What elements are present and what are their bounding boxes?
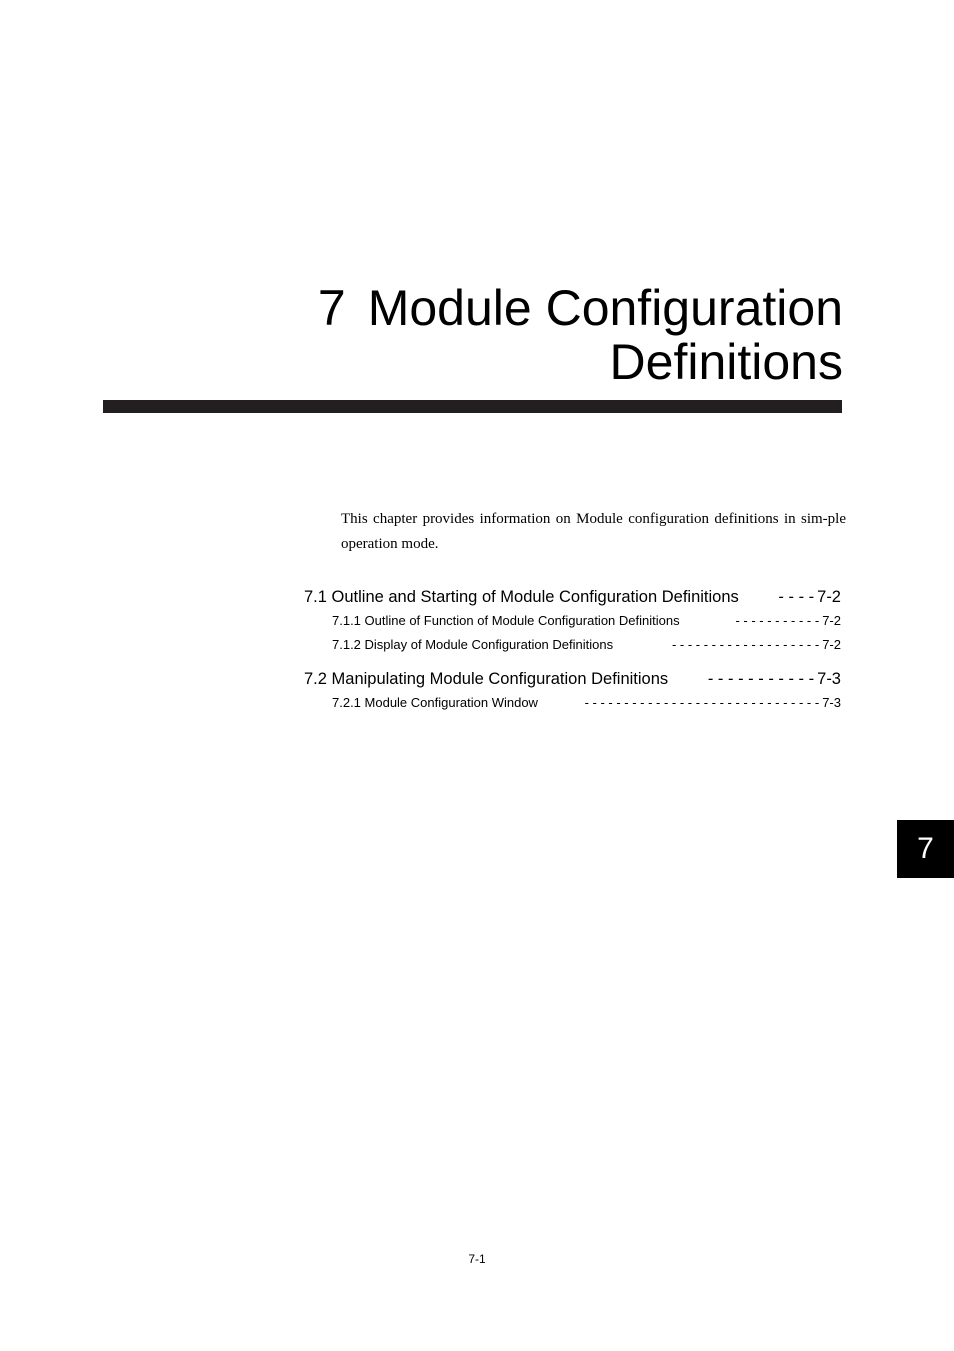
- toc-entry-label: 7.1.2 Display of Module Configuration Definitions: [332, 637, 614, 652]
- toc-entry-label: 7.1 Outline and Starting of Module Configuration Definitions: [304, 588, 739, 606]
- toc-leader: - - - -: [778, 588, 815, 606]
- chapter-title-text: Module Configuration: [367, 280, 843, 336]
- toc-entry-7-1-2[interactable]: [304, 633, 841, 657]
- chapter-title-line1: [143, 281, 843, 335]
- toc-leader: - - - - - - - - - - -: [707, 670, 815, 688]
- toc-page: 7-3: [822, 695, 841, 710]
- toc-entry-7-1-1[interactable]: [304, 609, 841, 633]
- toc-entry-label: 7.2 Manipulating Module Configuration Definitions: [304, 670, 669, 688]
- toc-page: 7-2: [822, 637, 841, 652]
- toc-entry-7-2[interactable]: [304, 667, 841, 691]
- table-of-contents: [304, 585, 841, 715]
- toc-page: 7-2: [817, 588, 841, 606]
- toc-leader: - - - - - - - - - - - - - - - - - - -: [671, 637, 820, 652]
- chapter-tab: 7: [897, 820, 954, 878]
- toc-leader: - - - - - - - - - - - - - - - - - - - - - - - - - - - - - -: [584, 695, 820, 710]
- toc-page: 7-3: [817, 670, 841, 688]
- title-rule: [103, 400, 842, 413]
- chapter-title: [143, 281, 843, 389]
- toc-entry-7-2-1[interactable]: [304, 691, 841, 715]
- chapter-title-line2: Definitions: [609, 334, 843, 390]
- page-number: 7-1: [468, 1252, 486, 1266]
- toc-entry-7-1[interactable]: [304, 585, 841, 609]
- chapter-intro: This chapter provides information on Module configuration definitions in sim-ple operation mode.: [341, 511, 846, 552]
- toc-leader: - - - - - - - - - - -: [735, 613, 820, 628]
- chapter-number: 7: [317, 280, 346, 336]
- toc-page: 7-2: [822, 613, 841, 628]
- toc-entry-label: 7.1.1 Outline of Function of Module Configuration Definitions: [332, 613, 680, 628]
- toc-entry-label: 7.2.1 Module Configuration Window: [332, 695, 538, 710]
